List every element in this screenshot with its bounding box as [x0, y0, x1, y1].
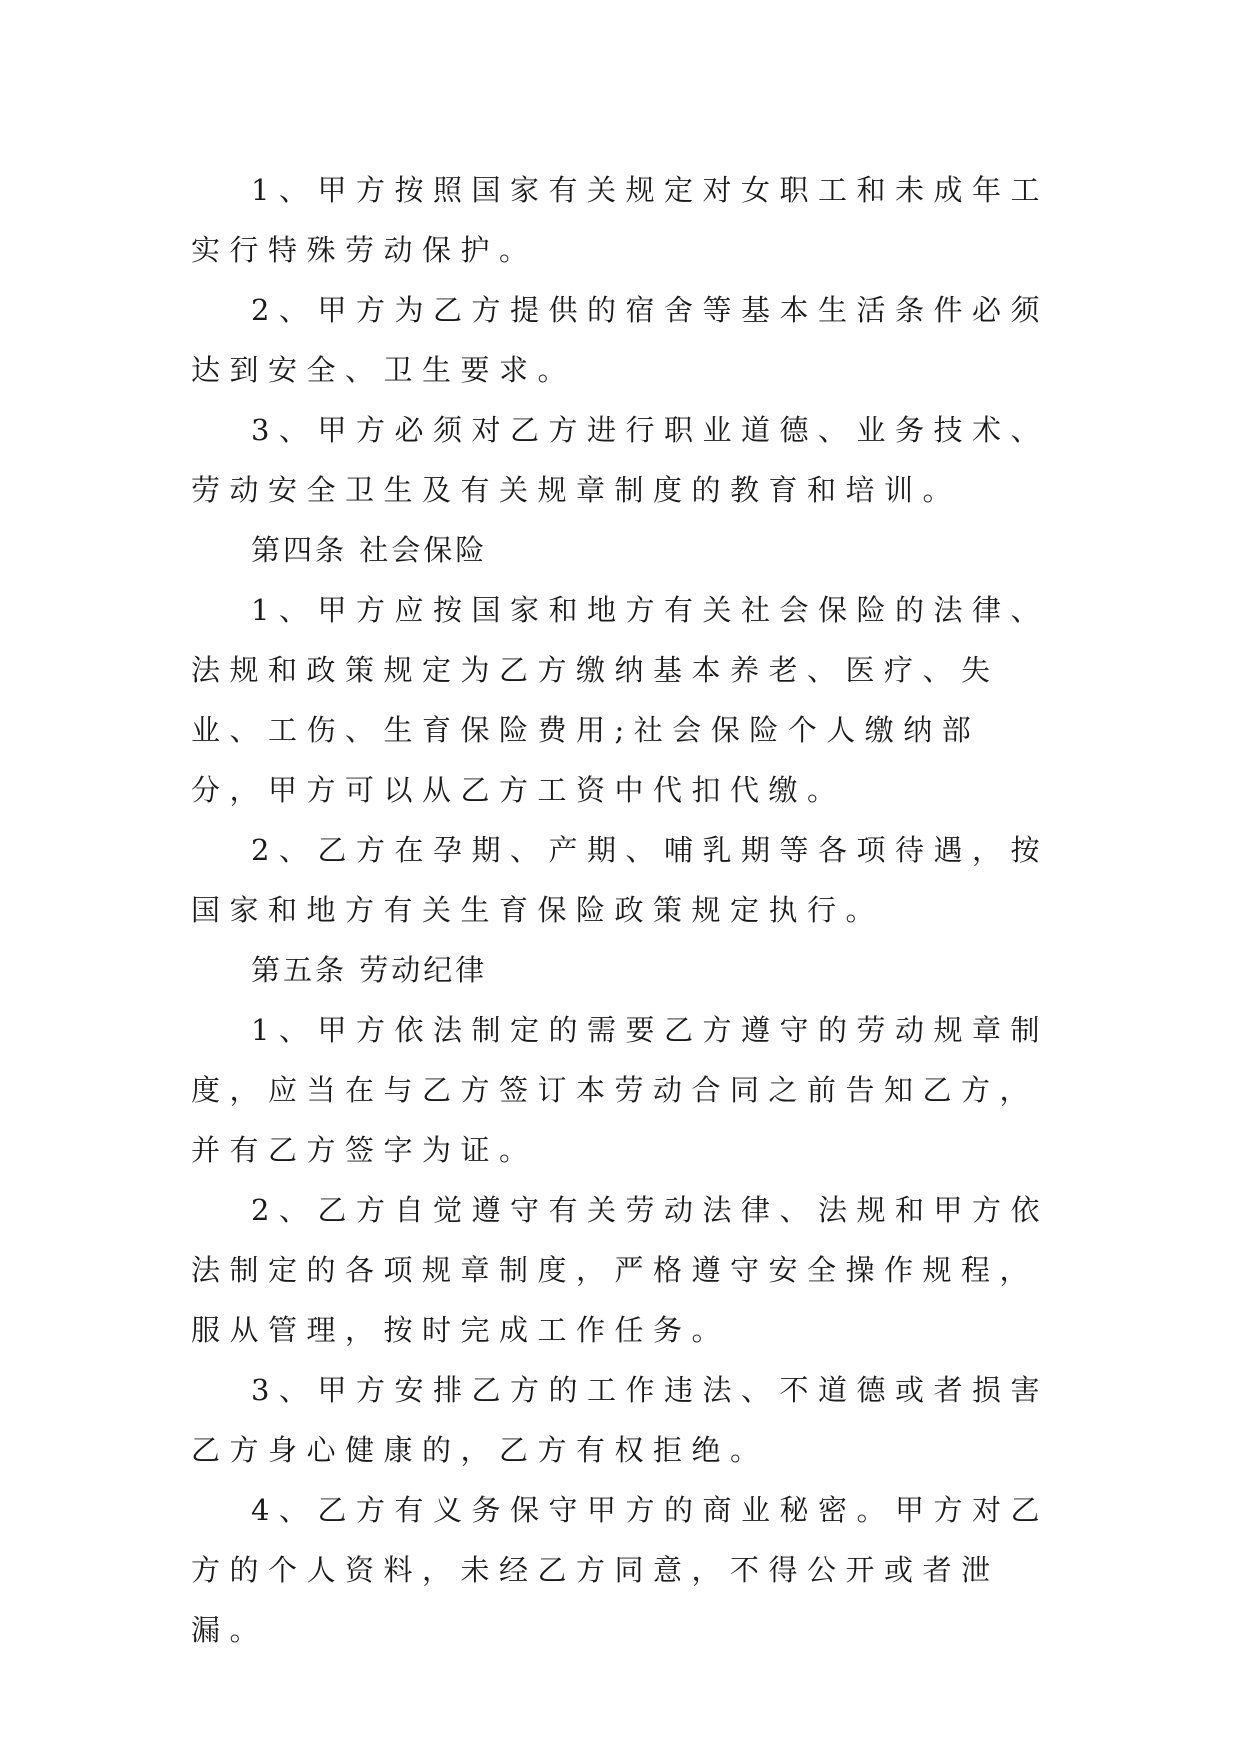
paragraph-rules-notification: 1、甲方依法制定的需要乙方遵守的劳动规章制度，应当在与乙方签订本劳动合同之前告知乙方，并有乙方签字为证。: [191, 1013, 1049, 1167]
paragraph-dormitory-conditions: 2、甲方为乙方提供的宿舍等基本生活条件必须达到安全、卫生要求。: [191, 293, 1049, 387]
paragraph-insurance-payment: 1、甲方应按国家和地方有关社会保险的法律、法规和政策规定为乙方缴纳基本养老、医疗、失业、工伤、生育保险费用;社会保险个人缴纳部分，甲方可以从乙方工资中代扣代缴。: [191, 593, 1049, 807]
paragraph-compliance: 2、乙方自觉遵守有关劳动法律、法规和甲方依法制定的各项规章制度，严格遵守安全操作规程，服从管理，按时完成工作任务。: [191, 1193, 1049, 1347]
paragraph-confidentiality: 4、乙方有义务保守甲方的商业秘密。甲方对乙方的个人资料，未经乙方同意，不得公开或者泄漏。: [191, 1493, 1049, 1647]
paragraph-maternity-benefits: 2、乙方在孕期、产期、哺乳期等各项待遇，按国家和地方有关生育保险政策规定执行。: [191, 833, 1049, 927]
paragraph-right-to-refuse: 3、甲方安排乙方的工作违法、不道德或者损害乙方身心健康的，乙方有权拒绝。: [191, 1373, 1049, 1467]
document-body: [191, 160, 1051, 1660]
paragraph-special-protection: 1、甲方按照国家有关规定对女职工和未成年工实行特殊劳动保护。: [191, 173, 1049, 267]
paragraph-training: 3、甲方必须对乙方进行职业道德、业务技术、劳动安全卫生及有关规章制度的教育和培训。: [191, 413, 1049, 507]
section-heading-labor-discipline: 第五条 劳动纪律: [251, 953, 488, 987]
section-heading-social-insurance: 第四条 社会保险: [251, 533, 488, 567]
